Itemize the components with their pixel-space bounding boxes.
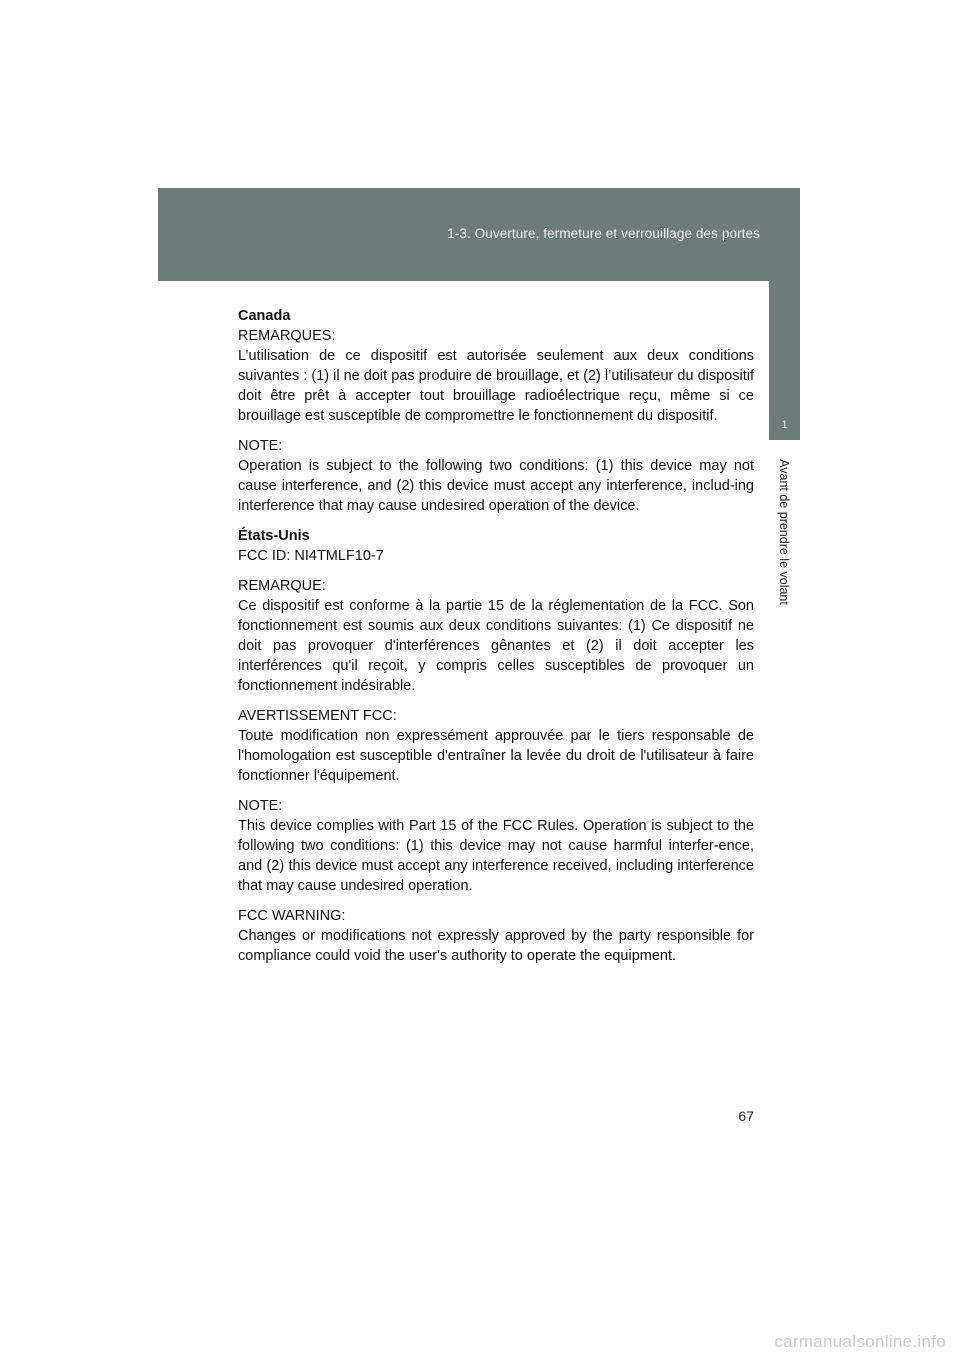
note-label-2: NOTE: — [238, 798, 283, 814]
note-section-2 — [238, 796, 754, 896]
usa-section — [238, 526, 754, 566]
section-title: 1-3. Ouverture, fermeture et verrouillage des portes — [447, 226, 760, 241]
note-label-1: NOTE: — [238, 438, 283, 454]
canada-heading: Canada — [238, 308, 291, 324]
remarque-text: Ce dispositif est conforme à la partie 15 de la réglementation de la FCC. Son fonctionnement est soumis aux deux conditions suivantes: (1) Ce dispositif ne doit pas provoquer d'interférences gênantes et (2) il doit accepter les interférences qu'il reçoit, y compris celles susceptibles de provoquer un fonctionnement indésirable. — [238, 598, 754, 694]
chapter-label: Avant de prendre le volant — [777, 459, 791, 605]
avertissement-section — [238, 706, 754, 786]
chapter-number: 1 — [781, 419, 788, 431]
note-text-1: Operation is subject to the following two conditions: (1) this device may not cause interference, and (2) this device must accept any interference, includ-ing interference that may cause undesired operation of the device. — [238, 458, 754, 514]
main-content — [238, 306, 754, 976]
fcc-warning-text: Changes or modifications not expressly approved by the party responsible for compliance could void the user's authority to operate the equipment. — [238, 928, 754, 964]
fcc-warning-section — [238, 906, 754, 966]
note-section-1 — [238, 436, 754, 516]
watermark: carmanualsonline.info — [774, 1332, 946, 1351]
avertissement-text: Toute modification non expressément approuvée par le tiers responsable de l'homologation est susceptible d'entraîner la levée du droit de l'utilisateur à faire fonctionner l'équipement. — [238, 728, 754, 784]
remarque-section — [238, 576, 754, 696]
fcc-warning-label: FCC WARNING: — [238, 908, 346, 924]
remarque-label: REMARQUE: — [238, 578, 326, 594]
page-number: 67 — [738, 1108, 754, 1124]
canada-section — [238, 306, 754, 426]
usa-heading: États-Unis — [238, 528, 310, 544]
section-header-band — [158, 188, 800, 281]
chapter-tab — [769, 281, 800, 439]
remarques-label: REMARQUES: — [238, 328, 336, 344]
remarques-text: L’utilisation de ce dispositif est autorisée seulement aux deux conditions suivantes : (1) il ne doit pas produire de brouillage, et (2) l’utilisateur du dispositif doit être prêt à accepter tout brouillage radioélectrique reçu, même si ce brouillage est susceptible de compromettre le fonctionnement du dispositif. — [238, 348, 754, 424]
avertissement-label: AVERTISSEMENT FCC: — [238, 708, 397, 724]
chapter-tab-divider — [769, 439, 800, 440]
fcc-id: FCC ID: NI4TMLF10-7 — [238, 548, 384, 564]
note-text-2: This device complies with Part 15 of the FCC Rules. Operation is subject to the following two conditions: (1) this device may not cause harmful interfer-ence, and (2) this device must accept any interference received, including interference that may cause undesired operation. — [238, 818, 754, 894]
